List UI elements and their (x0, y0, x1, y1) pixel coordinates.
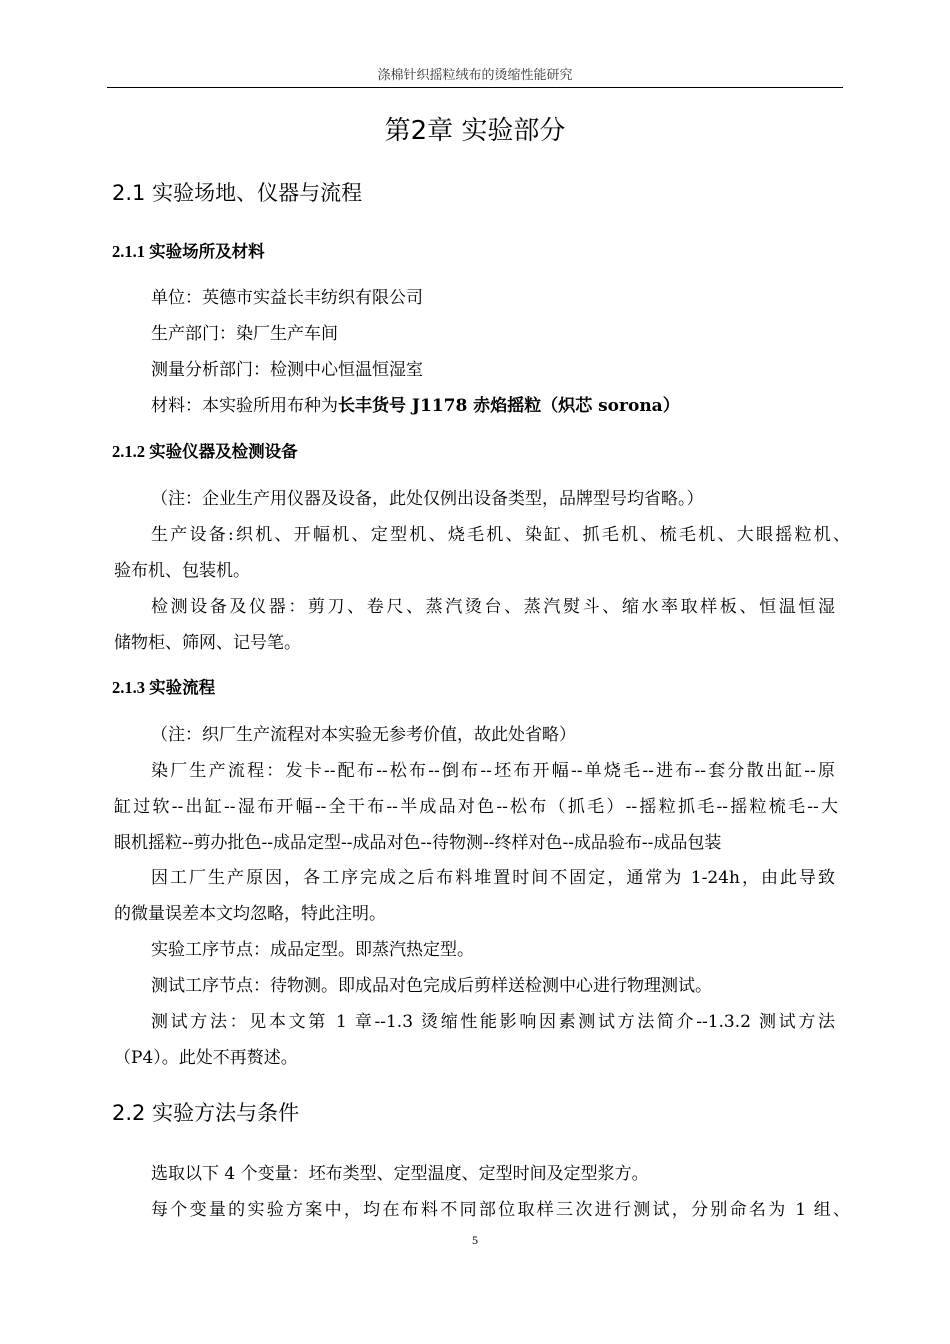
process-note: （注：织厂生产流程对本实验无参考价值，故此处省略） (151, 725, 576, 745)
subsection-title-2-1-3: 2.1.3 实验流程 (112, 678, 216, 697)
unit-line: 单位：英德市实益长丰纺织有限公司 (151, 288, 423, 308)
dye-process-line-1: 染厂生产流程：发卡--配布--松布--倒布--坯布开幅--单烧毛--进布--套分散出缸--原 (151, 761, 835, 781)
header-rule (107, 87, 843, 88)
reason-line-1: 因工厂生产原因，各工序完成之后布料堆置时间不固定，通常为 1-24h，由此导致 (151, 868, 835, 888)
section-title-2-1: 2.1 实验场地、仪器与流程 (112, 181, 363, 205)
production-equipment-line-1: 生产设备:织机、开幅机、定型机、烧毛机、染缸、抓毛机、梳毛机、大眼摇粒机、 (151, 525, 850, 545)
test-method-line-1: 测试方法：见本文第 1 章--1.3 烫缩性能影响因素测试方法简介--1.3.2 测试方法 (151, 1012, 835, 1032)
equipment-note: （注：企业生产用仪器及设备，此处仅例出设备类型，品牌型号均省略。） (151, 489, 704, 509)
chapter-title: 第2章 实验部分 (384, 116, 566, 146)
material-name: 长丰货号 J1178 赤焰摇粒（炽芯 sorona） (338, 396, 680, 416)
subsection-title-2-1-2: 2.1.2 实验仪器及检测设备 (112, 442, 298, 461)
experiment-node-line: 实验工序节点：成品定型。即蒸汽热定型。 (151, 940, 474, 960)
subsection-title-2-1-1: 2.1.1 实验场所及材料 (112, 242, 265, 261)
section-title-2-2: 2.2 实验方法与条件 (112, 1101, 300, 1125)
running-header: 涤棉针织摇粒绒布的烫缩性能研究 (377, 68, 573, 83)
testing-equipment-line-2: 储物柜、筛网、记号笔。 (114, 633, 301, 653)
page-number: 5 (472, 1233, 478, 1247)
production-equipment-line-2: 验布机、包装机。 (114, 561, 250, 581)
material-line (151, 394, 887, 418)
variables-line: 选取以下 4 个变量：坯布类型、定型温度、定型时间及定型浆方。 (151, 1164, 649, 1184)
test-node-line: 测试工序节点：待物测。即成品对色完成后剪样送检测中心进行物理测试。 (151, 976, 712, 996)
lab-line: 测量分析部门：检测中心恒温恒湿室 (151, 360, 423, 380)
testing-equipment-line-1: 检测设备及仪器：剪刀、卷尺、蒸汽烫台、蒸汽熨斗、缩水率取样板、恒温恒湿 (151, 597, 835, 617)
dye-process-line-3: 眼机摇粒--剪办批色--成品定型--成品对色--待物测--终样对色--成品验布--成品包装 (114, 833, 722, 853)
department-line: 生产部门：染厂生产车间 (151, 324, 338, 344)
reason-line-2: 的微量误差本文均忽略，特此注明。 (114, 904, 386, 924)
sampling-line: 每个变量的实验方案中，均在布料不同部位取样三次进行测试，分别命名为 1 组、 (151, 1200, 850, 1220)
test-method-line-2: （P4）。此处不再赘述。 (114, 1048, 298, 1068)
dye-process-line-2: 缸过软--出缸--湿布开幅--全干布--半成品对色--松布（抓毛）--摇粒抓毛--摇粒梳毛--大 (114, 797, 838, 817)
material-prefix: 材料：本实验所用布种为 (151, 396, 338, 416)
